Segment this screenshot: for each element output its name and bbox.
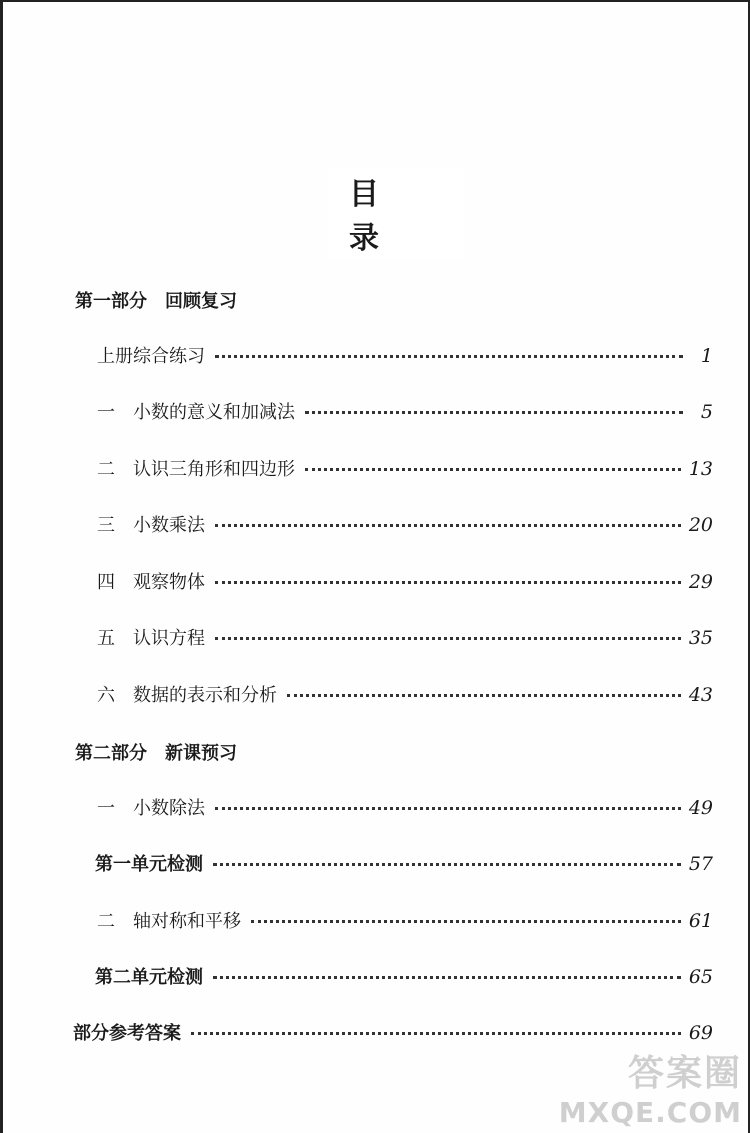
watermark-logo (559, 1045, 742, 1129)
toc-entry[interactable] (97, 624, 713, 654)
toc-page-number: 20 (688, 514, 713, 536)
toc-page-number: 61 (688, 910, 713, 932)
toc-entry-label: 二 轴对称和平移 (97, 911, 241, 932)
toc-page-number: 49 (688, 797, 713, 819)
toc-page-number: 29 (688, 571, 713, 593)
toc-entry-label: 二 认识三角形和四边形 (97, 459, 295, 480)
dot-leader (305, 411, 683, 414)
dot-leader (213, 863, 681, 866)
toc-entry[interactable] (95, 963, 713, 993)
dot-leader (251, 920, 681, 923)
toc-entry[interactable] (97, 681, 713, 711)
dot-leader (191, 1032, 681, 1035)
toc-entry[interactable] (97, 398, 713, 428)
toc-entry[interactable] (97, 342, 713, 372)
watermark-top-text: 答案圈 (627, 1053, 742, 1094)
toc-page-number: 69 (688, 1022, 713, 1044)
toc-entry-label: 三 小数乘法 (97, 515, 205, 536)
toc-entry-label: 五 认识方程 (97, 628, 205, 649)
dot-leader (215, 524, 681, 527)
part2-heading: 第二部分 新课预习 (75, 743, 237, 764)
toc-page-number: 65 (688, 966, 713, 988)
toc-entry[interactable] (97, 794, 713, 824)
toc-entry[interactable] (97, 455, 713, 485)
dot-leader (215, 581, 681, 584)
toc-page-number: 5 (700, 401, 713, 423)
dot-leader (305, 468, 681, 471)
toc-page-number: 35 (688, 627, 713, 649)
toc-entry-label: 六 数据的表示和分析 (97, 685, 277, 706)
toc-page-number: 1 (700, 345, 713, 367)
toc-entry[interactable] (95, 850, 713, 880)
toc-title-box (329, 176, 463, 256)
toc-entry-label: 第一单元检测 (95, 854, 203, 875)
toc-page-number: 13 (688, 458, 713, 480)
toc-page-number: 57 (688, 853, 713, 875)
toc-title: 目录 (329, 167, 463, 259)
dot-leader (287, 694, 681, 697)
toc-entry-label: 第二单元检测 (95, 967, 203, 988)
toc-entry-label: 四 观察物体 (97, 572, 205, 593)
dot-leader (213, 976, 681, 979)
toc-entry[interactable] (97, 907, 713, 937)
part1-heading: 第一部分 回顾复习 (75, 291, 237, 312)
toc-entry[interactable] (97, 511, 713, 541)
toc-entry-label: 上册综合练习 (97, 346, 205, 367)
dot-leader (215, 807, 681, 810)
toc-entry-label: 一 小数除法 (97, 798, 205, 819)
dot-leader (215, 637, 681, 640)
toc-page-number: 43 (688, 684, 713, 706)
watermark-bottom-text: MXQE.COM (558, 1096, 742, 1129)
toc-entry[interactable] (97, 568, 713, 598)
toc-entry-label: 部分参考答案 (73, 1023, 181, 1044)
toc-entry-label: 一 小数的意义和加减法 (97, 402, 295, 423)
dot-leader (215, 355, 683, 358)
